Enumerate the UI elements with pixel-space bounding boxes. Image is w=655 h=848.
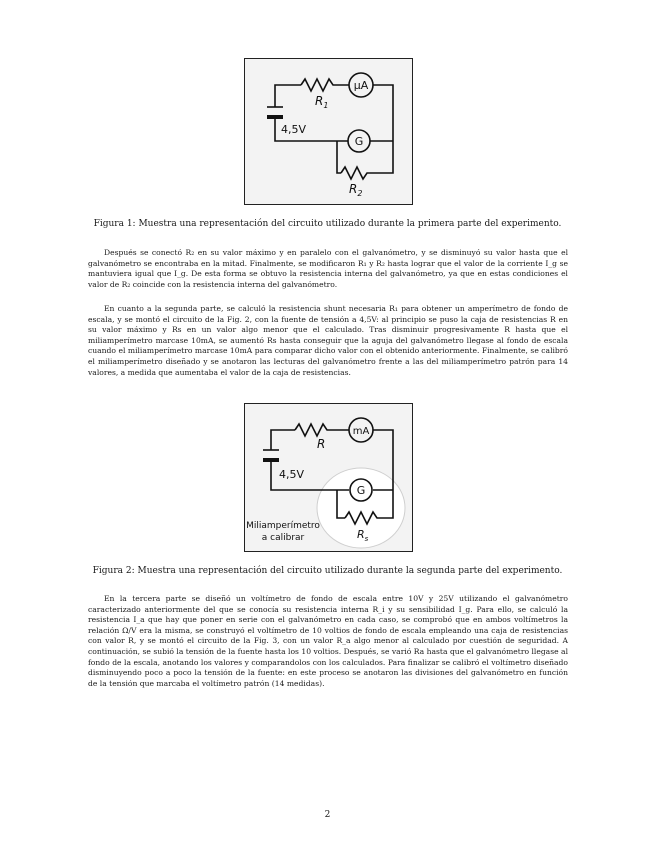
galvanometer-label: G <box>356 484 366 497</box>
resistor-r1 <box>301 79 349 91</box>
figure-1 <box>244 58 413 205</box>
paragraph-2: En cuanto a la segunda parte, se calculó la resistencia shunt necesaria R₁ para obtener un amperímetro de fondo de escala, y se montó el circuito de la Fig. 2, con la fuente de tensión a 4,5V: al principio se puso la caja de resistencias R en su valor máximo y Rs en un valor algo menor que el calculado. Tras disminuir progresivamente R hasta que el miliamperímetro marcase 10mA, se aumentó Rs hasta conseguir que la aguja del galvanómetro llegase al fondo de escala cuando el miliamperímetro marcase 10mA para comparar dicho valor con el obtenido anteriormente. Finalmente, se calibró el miliamperímetro diseñado y se anotaron las lecturas del galvanómetro frente a las del miliamperímetro patrón para 14 valores, a medida que aumentaba el valor de la caja de resistencias. <box>88 304 568 377</box>
figure-2 <box>244 403 413 552</box>
page-number: 2 <box>324 810 331 820</box>
calibration-note-line-1: Miliamperímetro <box>246 521 320 531</box>
r1-label: $R_1$ <box>315 94 329 110</box>
rs-label: $R_s$ <box>357 528 369 543</box>
microammeter-label: μA <box>353 79 369 92</box>
paragraph-1: Después se conectó R₂ en su valor máximo y en paralelo con el galvanómetro, y se disminuyó su valor hasta que el galvanómetro se encontraba en la mitad. Finalmente, se modificaron R₁ y R₂ hasta lograr que el valor de la corriente I_g se mantuviera igual que I_g. De esta forma se obtuvo la resistencia interna del galvanómetro, ya que en estas condiciones el valor de R₂ coincide con la resistencia interna del galvanómetro. <box>88 248 568 289</box>
resistor-r <box>295 424 349 436</box>
paragraph-3: En la tercera parte se diseñó un voltímetro de fondo de escala entre 10V y 25V utilizando el galvanómetro caracterizado anteriormente del que se conocía su resistencia interna R_i y su sensibilidad I_g. Para ello, se calculó la resistencia I_a que hay que poner en serie con el galvanómetro en cada caso, se comprobó que en ambos voltímetros la relación Ω/V era la misma, se construyó el voltímetro de 10 voltios de fondo de escala empleando una caja de resistencias con valor R, y se montó el circuito de la Fig. 3, con un valor R_a algo menor al calculado por cuestión de seguridad. A continuación, se subió la tensión de la fuente hasta los 10 voltios. Después, se varió Ra hasta que el galvanómetro llegase al fondo de la escala, anotando los valores y comparandolos con los calculados. Para finalizar se calibró el voltímetro diseñado disminuyendo poco a poco la tensión de la fuente: en este proceso se anotaron las divisiones del galvanómetro en función de la tensión que marcaba el voltímetro patrón (14 medidas). <box>88 594 568 688</box>
circuit-diagram-2 <box>245 404 412 551</box>
galvanometer-label: G <box>354 135 364 148</box>
battery-label: 4,5V <box>279 468 305 481</box>
milliammeter-label: mA <box>352 426 370 437</box>
battery-label: 4,5V <box>281 123 307 136</box>
figure-1-caption: Figura 1: Muestra una representación del circuito utilizado durante la primera parte del experimento. <box>93 219 562 229</box>
circuit-diagram-1 <box>245 59 412 204</box>
resistor-r2 <box>341 167 369 179</box>
r2-label: $R_2$ <box>349 182 363 198</box>
r-label: R <box>317 437 326 451</box>
figure-2-caption: Figura 2: Muestra una representación del circuito utilizado durante la segunda parte del experimento. <box>92 566 563 576</box>
calibration-note-line-2: a calibrar <box>261 533 305 543</box>
